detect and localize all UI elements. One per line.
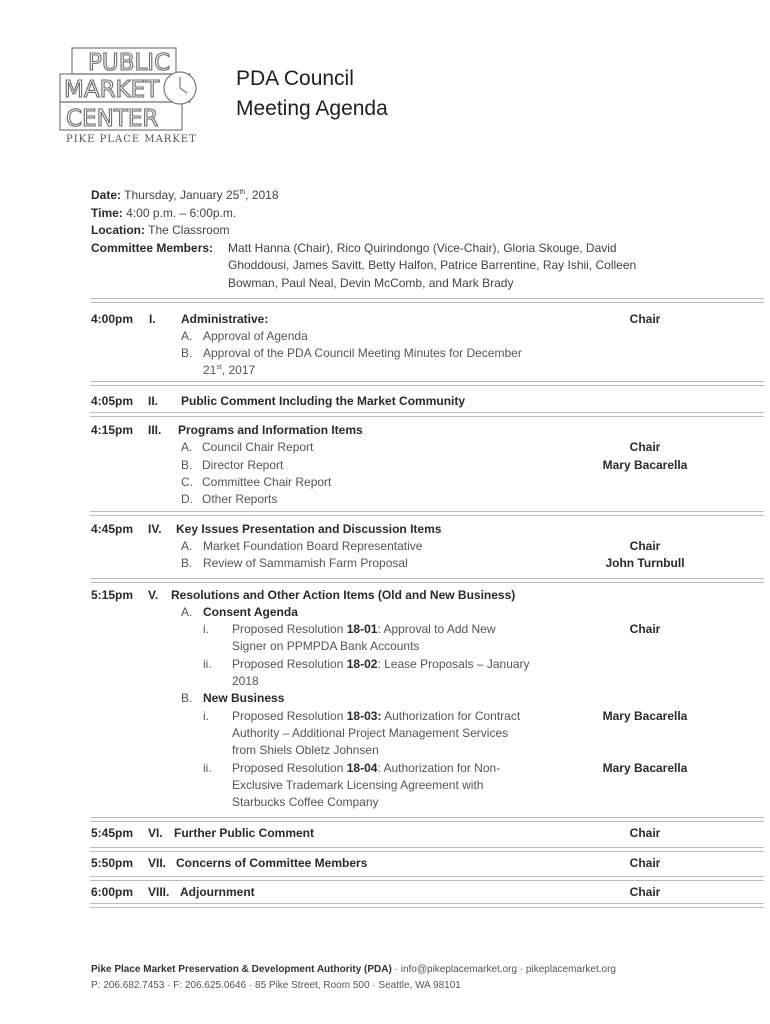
agenda-time: 5:15pm: [91, 588, 134, 602]
section-number: III.: [148, 423, 162, 437]
resolution-number: 18-01: [346, 622, 378, 636]
time-row: [91, 205, 279, 223]
members-list: Matt Hanna (Chair), Rico Quirindongo (Vice-Chair), Gloria Skouge, David Ghoddousi, James Savitt, Betty Halfon, Patrice Barrentine, Ray Ishii, Colleen Bowman, Paul Neal, Devin McComb, and Mark Brady: [228, 240, 637, 290]
members-row: [91, 240, 637, 290]
footer-line-2: P: 206.682.7453 · F: 206.625.0646 · 85 Pike Street, Room 500 · Seattle, WA 98101: [91, 980, 461, 991]
section-number: IV.: [148, 522, 162, 536]
section-number: VIII.: [148, 885, 170, 899]
item-letter: B.: [181, 458, 193, 472]
section-number: II.: [148, 394, 159, 408]
logo-caption: PIKE PLACE MARKET: [66, 134, 197, 145]
divider: [90, 847, 764, 852]
section-number: VI.: [148, 826, 163, 840]
resolution-text: : Lease Proposals – January: [377, 657, 530, 671]
item-letter: A.: [181, 539, 193, 553]
agenda-time: 5:50pm: [91, 856, 134, 870]
page-title: [236, 64, 388, 124]
resolution-item-continued: 2018: [232, 674, 259, 688]
resolution-prefix: Proposed Resolution: [232, 709, 347, 723]
resolution-item-continued: Starbucks Coffee Company: [232, 795, 379, 809]
agenda-time: 5:45pm: [91, 826, 134, 840]
presenter: Chair: [629, 312, 661, 326]
date-label: Date:: [91, 188, 122, 202]
resolution-number: 18-02: [346, 657, 378, 671]
agenda-time: 6:00pm: [91, 885, 134, 899]
divider: [90, 817, 764, 822]
section-title: Adjournment: [180, 885, 255, 899]
footer-contact: · info@pikeplacemarket.org · pikeplacemarket.org: [391, 964, 616, 975]
presenter: John Turnbull: [605, 556, 685, 570]
agenda-item: Other Reports: [202, 492, 278, 506]
title-line-1: PDA Council: [236, 67, 354, 90]
subsection-title: Consent Agenda: [203, 605, 298, 619]
resolution-item: [232, 621, 496, 639]
presenter: Chair: [629, 539, 661, 553]
section-title: Programs and Information Items: [178, 423, 363, 437]
agenda-item-continued: [203, 362, 255, 380]
date-value-main: Thursday, January 25: [124, 188, 240, 202]
agenda-time: 4:45pm: [91, 522, 134, 536]
minutes-ordinal: st: [216, 364, 222, 371]
resolution-text: : Authorization for Non-: [377, 761, 501, 775]
meeting-details: [91, 187, 637, 290]
divider: [90, 903, 764, 908]
presenter: Mary Bacarella: [602, 709, 688, 723]
resolution-item-continued: from Shiels Obletz Johnsen: [232, 743, 379, 757]
section-title: Administrative:: [181, 312, 269, 326]
resolution-item-continued: Exclusive Trademark Licensing Agreement with: [232, 778, 484, 792]
location-label: Location:: [91, 223, 145, 237]
item-letter: B.: [181, 346, 193, 360]
section-title: Resolutions and Other Action Items (Old and New Business): [171, 588, 516, 602]
item-letter: A.: [181, 440, 193, 454]
resolution-item: [232, 656, 530, 674]
date-row: [91, 187, 279, 205]
section-title: Concerns of Committee Members: [176, 856, 368, 870]
resolution-prefix: Proposed Resolution: [232, 761, 347, 775]
divider: [90, 578, 764, 583]
divider: [90, 511, 764, 516]
presenter: Chair: [629, 440, 661, 454]
item-letter: A.: [181, 605, 193, 619]
resolution-item-continued: Signer on PPMPDA Bank Accounts: [232, 639, 420, 653]
presenter: Chair: [629, 826, 661, 840]
logo-word-center: CENTER: [66, 106, 159, 132]
agenda-time: 4:00pm: [91, 312, 134, 326]
item-numeral: ii.: [203, 657, 212, 671]
agenda-item: Director Report: [202, 458, 284, 472]
section-title: Key Issues Presentation and Discussion Items: [176, 522, 442, 536]
logo-word-public: PUBLIC: [88, 50, 171, 76]
item-letter: D.: [181, 492, 193, 506]
footer-line-1: [91, 962, 616, 978]
date-ordinal: th: [239, 189, 246, 196]
item-letter: B.: [181, 556, 193, 570]
section-number: VII.: [148, 856, 167, 870]
item-letter: B.: [181, 691, 193, 705]
divider: [90, 381, 764, 386]
item-numeral: ii.: [203, 761, 212, 775]
location-value: The Classroom: [148, 223, 230, 237]
agenda-time: 4:15pm: [91, 423, 134, 437]
presenter: Mary Bacarella: [602, 761, 688, 775]
date-value-year: , 2018: [245, 188, 279, 202]
resolution-prefix: Proposed Resolution: [232, 657, 347, 671]
resolution-text: : Approval to Add New: [377, 622, 496, 636]
section-title: Public Comment Including the Market Community: [181, 394, 466, 408]
resolution-item-continued: Authority – Additional Project Management Services: [232, 726, 509, 740]
logo-word-market: MARKET: [64, 77, 160, 103]
agenda-item: Approval of Agenda: [203, 329, 308, 343]
section-number: V.: [148, 588, 159, 602]
resolution-text: Authorization for Contract: [381, 709, 521, 723]
agenda-item: Council Chair Report: [202, 440, 314, 454]
presenter: Chair: [629, 856, 661, 870]
item-numeral: i.: [203, 622, 209, 636]
members-label: Committee Members:: [91, 240, 214, 255]
title-line-2: Meeting Agenda: [236, 97, 388, 120]
footer-org: Pike Place Market Preservation & Development Authority (PDA): [91, 964, 392, 975]
agenda-time: 4:05pm: [91, 394, 134, 408]
agenda-item: Market Foundation Board Representative: [203, 539, 423, 553]
agenda-item: Approval of the PDA Council Meeting Minutes for December: [203, 346, 522, 360]
page-footer: [91, 962, 616, 994]
section-title: Further Public Comment: [174, 826, 315, 840]
agenda-item: Review of Sammamish Farm Proposal: [203, 556, 408, 570]
minutes-year: , 2017: [221, 363, 256, 377]
presenter: Chair: [629, 622, 661, 636]
divider: [90, 298, 764, 303]
logo-sign-graphic: [58, 46, 198, 134]
resolution-number: 18-03:: [346, 709, 382, 723]
subsection-title: New Business: [203, 691, 285, 705]
resolution-item: [232, 760, 500, 778]
date-value: [124, 188, 278, 202]
resolution-number: 18-04: [346, 761, 378, 775]
divider: [90, 412, 764, 417]
presenter: Mary Bacarella: [602, 458, 688, 472]
presenter: Chair: [629, 885, 661, 899]
divider: [90, 876, 764, 881]
section-number: I.: [149, 312, 156, 326]
time-label: Time:: [91, 205, 123, 220]
resolution-item: [232, 708, 520, 726]
minutes-day: 21: [203, 363, 217, 377]
agenda-item: Committee Chair Report: [202, 475, 332, 489]
item-letter: C.: [181, 475, 193, 489]
time-value: 4:00 p.m. – 6:00p.m.: [126, 205, 237, 220]
item-letter: A.: [181, 329, 193, 343]
resolution-prefix: Proposed Resolution: [232, 622, 347, 636]
location-row: [91, 222, 279, 240]
item-numeral: i.: [203, 709, 209, 723]
